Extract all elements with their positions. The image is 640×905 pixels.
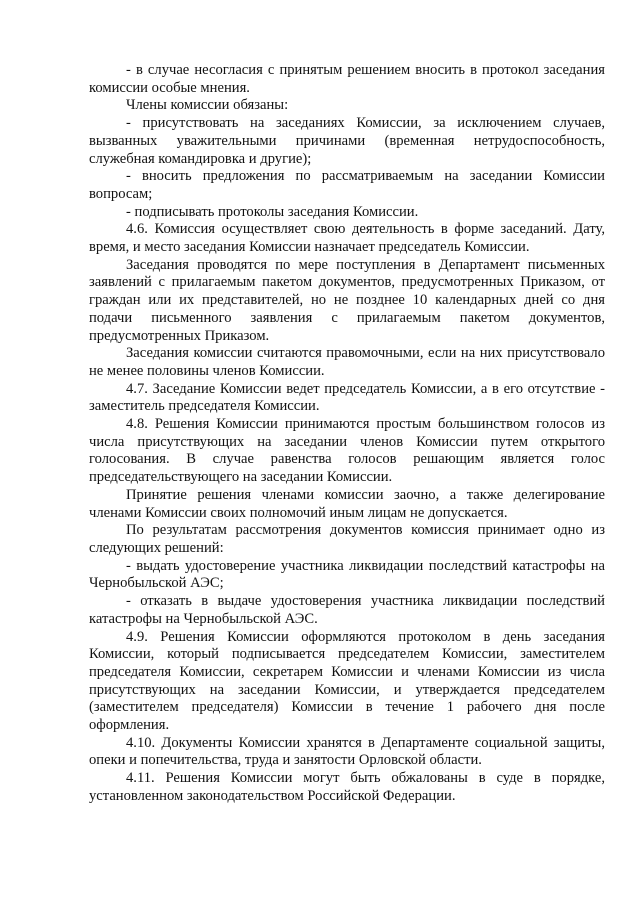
paragraph-issue-certificate: - выдать удостоверение участника ликвидации последствий катастрофы на Чернобыльской АЭС; bbox=[89, 557, 605, 592]
paragraph-refuse-certificate: - отказать в выдаче удостоверения участника ликвидации последствий катастрофы на Чернобыльской АЭС. bbox=[89, 593, 605, 627]
paragraph-attend-meetings: - присутствовать на заседаниях Комиссии, за исключением случаев, вызванных уважительными причинами (временная нетрудоспособность, служебная командировка и другие); bbox=[89, 115, 605, 167]
paragraph-4-11: 4.11. Решения Комиссии могут быть обжалованы в суде в порядке, установленном законодательством Российской Федерации. bbox=[89, 770, 605, 804]
paragraph-meetings-held: Заседания проводятся по мере поступления в Департамент письменных заявлений с прилагаемым пакетом документов, предусмотренных Приказом, от граждан или их представителей, но не позднее 10 календарных дней со дня подачи письменного заявления с прилагаемым пакетом документов, предусмотренных Приказом. bbox=[89, 256, 605, 344]
paragraph-no-delegation: Принятие решения членами комиссии заочно, а также делегирование членами Комиссии своих полномочий иным лицам не допускается. bbox=[89, 486, 605, 521]
paragraph-4-6: 4.6. Комиссия осуществляет свою деятельность в форме заседаний. Дату, время, и место заседания Комиссии назначает председатель Комиссии. bbox=[89, 221, 605, 256]
paragraph-4-8: 4.8. Решения Комиссии принимаются простым большинством голосов из числа присутствующих на заседании членов Комиссии путем открытого голосования. В случае равенства голосов решающим является голос председательствующего на заседании Комиссии. bbox=[89, 416, 605, 486]
paragraph-make-proposals: - вносить предложения по рассматриваемым на заседании Комиссии вопросам; bbox=[89, 168, 605, 202]
paragraph-dissent-right: - в случае несогласия с принятым решением вносить в протокол заседания комиссии особые мнения. bbox=[89, 62, 605, 96]
paragraph-quorum: Заседания комиссии считаются правомочными, если на них присутствовало не менее половины членов Комиссии. bbox=[89, 345, 605, 379]
document-body bbox=[89, 62, 605, 806]
paragraph-4-9: 4.9. Решения Комиссии оформляются протоколом в день заседания Комиссии, который подписывается председателем Комиссии, заместителем председателя Комиссии, секретарем Комиссии и членами Комиссии из числа присутствующих на заседании Комиссии, и утверждается председателем (заместителем председателя) Комиссии в течение 1 рабочего дня после оформления. bbox=[89, 628, 605, 734]
paragraph-members-obliged: Члены комиссии обязаны: bbox=[126, 97, 289, 114]
paragraph-sign-protocols: - подписывать протоколы заседания Комиссии. bbox=[126, 203, 419, 220]
paragraph-decision-options: По результатам рассмотрения документов комиссия принимает одно из следующих решений: bbox=[89, 522, 605, 556]
paragraph-4-7: 4.7. Заседание Комиссии ведет председатель Комиссии, а в его отсутствие - заместитель председателя Комиссии. bbox=[89, 380, 605, 415]
paragraph-4-10: 4.10. Документы Комиссии хранятся в Департаменте социальной защиты, опеки и попечительства, труда и занятости Орловской области. bbox=[89, 734, 605, 769]
